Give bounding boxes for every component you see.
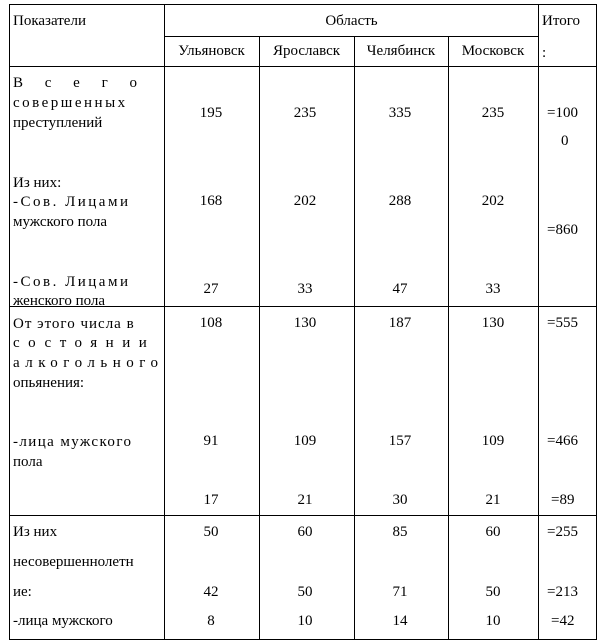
value-cell: 21 <box>485 492 501 508</box>
row-label: ие: <box>13 584 32 600</box>
row-label: совершенных <box>13 95 128 111</box>
total-cell: =42 <box>551 613 575 629</box>
total-cell: 0 <box>561 133 569 149</box>
row-label: -Сов. Лицами <box>13 274 131 290</box>
total-cell: =555 <box>547 315 578 331</box>
total-cell: =89 <box>551 492 575 508</box>
row-label: мужского пола <box>13 214 108 230</box>
header-region-name: Ульяновск <box>178 43 245 59</box>
total-cell: =100 <box>547 105 578 121</box>
value-cell: 335 <box>388 105 412 121</box>
value-cell: 17 <box>203 492 219 508</box>
value-cell: 10 <box>485 613 501 629</box>
row-label: женского пола <box>13 293 106 306</box>
value-cell: 288 <box>388 193 412 209</box>
value-cell: 202 <box>481 193 505 209</box>
grid-line <box>164 36 539 37</box>
value-cell: 157 <box>388 433 412 449</box>
row-label: -лица мужского <box>13 613 113 629</box>
value-cell: 85 <box>392 524 408 540</box>
value-cell: 109 <box>481 433 505 449</box>
value-cell: 109 <box>293 433 317 449</box>
grid-line <box>448 36 449 640</box>
header-total: Итого <box>542 13 580 29</box>
value-cell: 42 <box>203 584 219 600</box>
value-cell: 50 <box>203 524 219 540</box>
row-label: От этого числа в <box>13 316 135 332</box>
header-region-name: Челябинск <box>366 43 436 59</box>
grid-line <box>259 36 260 640</box>
header-region-name: Ярославск <box>272 43 341 59</box>
value-cell: 130 <box>293 315 317 331</box>
value-cell: 33 <box>485 281 501 297</box>
grid-line <box>9 4 597 5</box>
value-cell: 130 <box>481 315 505 331</box>
value-cell: 235 <box>481 105 505 121</box>
row-label: Из них <box>13 524 58 540</box>
value-cell: 8 <box>207 613 215 629</box>
value-cell: 71 <box>392 584 408 600</box>
value-cell: 168 <box>199 193 223 209</box>
row-label: Из них: <box>13 175 62 191</box>
header-region: Область <box>325 13 378 29</box>
header-region-name: Московск <box>461 43 525 59</box>
header-total-colon: : <box>542 45 547 61</box>
value-cell: 27 <box>203 281 219 297</box>
row-label: -Сов. Лицами <box>13 194 131 210</box>
value-cell: 187 <box>388 315 412 331</box>
value-cell: 91 <box>203 433 219 449</box>
row-label: -лица мужского <box>13 434 133 450</box>
value-cell: 195 <box>199 105 223 121</box>
total-cell: =466 <box>547 433 578 449</box>
grid-line <box>9 306 597 307</box>
value-cell: 47 <box>392 281 408 297</box>
value-cell: 50 <box>297 584 313 600</box>
row-label: преступлений <box>13 115 103 131</box>
row-label: несовершеннолетн <box>13 554 134 570</box>
value-cell: 30 <box>392 492 408 508</box>
total-cell: =860 <box>547 222 578 238</box>
total-cell: =255 <box>547 524 578 540</box>
value-cell: 108 <box>199 315 223 331</box>
grid-line <box>9 4 10 640</box>
value-cell: 21 <box>297 492 313 508</box>
total-cell: =213 <box>547 584 578 600</box>
value-cell: 10 <box>297 613 313 629</box>
grid-line <box>538 4 539 640</box>
value-cell: 33 <box>297 281 313 297</box>
row-label: состоянии <box>13 335 156 351</box>
grid-line <box>9 515 597 516</box>
row-label: алкогольного <box>13 355 164 371</box>
row-label: пола <box>13 454 43 470</box>
grid-line <box>354 36 355 640</box>
row-label: В с е г о <box>13 75 146 91</box>
row-label: опьянения: <box>13 375 85 391</box>
value-cell: 60 <box>485 524 501 540</box>
value-cell: 14 <box>392 613 408 629</box>
header-indicators: Показатели <box>13 13 86 29</box>
value-cell: 50 <box>485 584 501 600</box>
value-cell: 202 <box>293 193 317 209</box>
grid-line <box>9 66 597 67</box>
value-cell: 60 <box>297 524 313 540</box>
grid-line <box>164 4 165 640</box>
value-cell: 235 <box>293 105 317 121</box>
